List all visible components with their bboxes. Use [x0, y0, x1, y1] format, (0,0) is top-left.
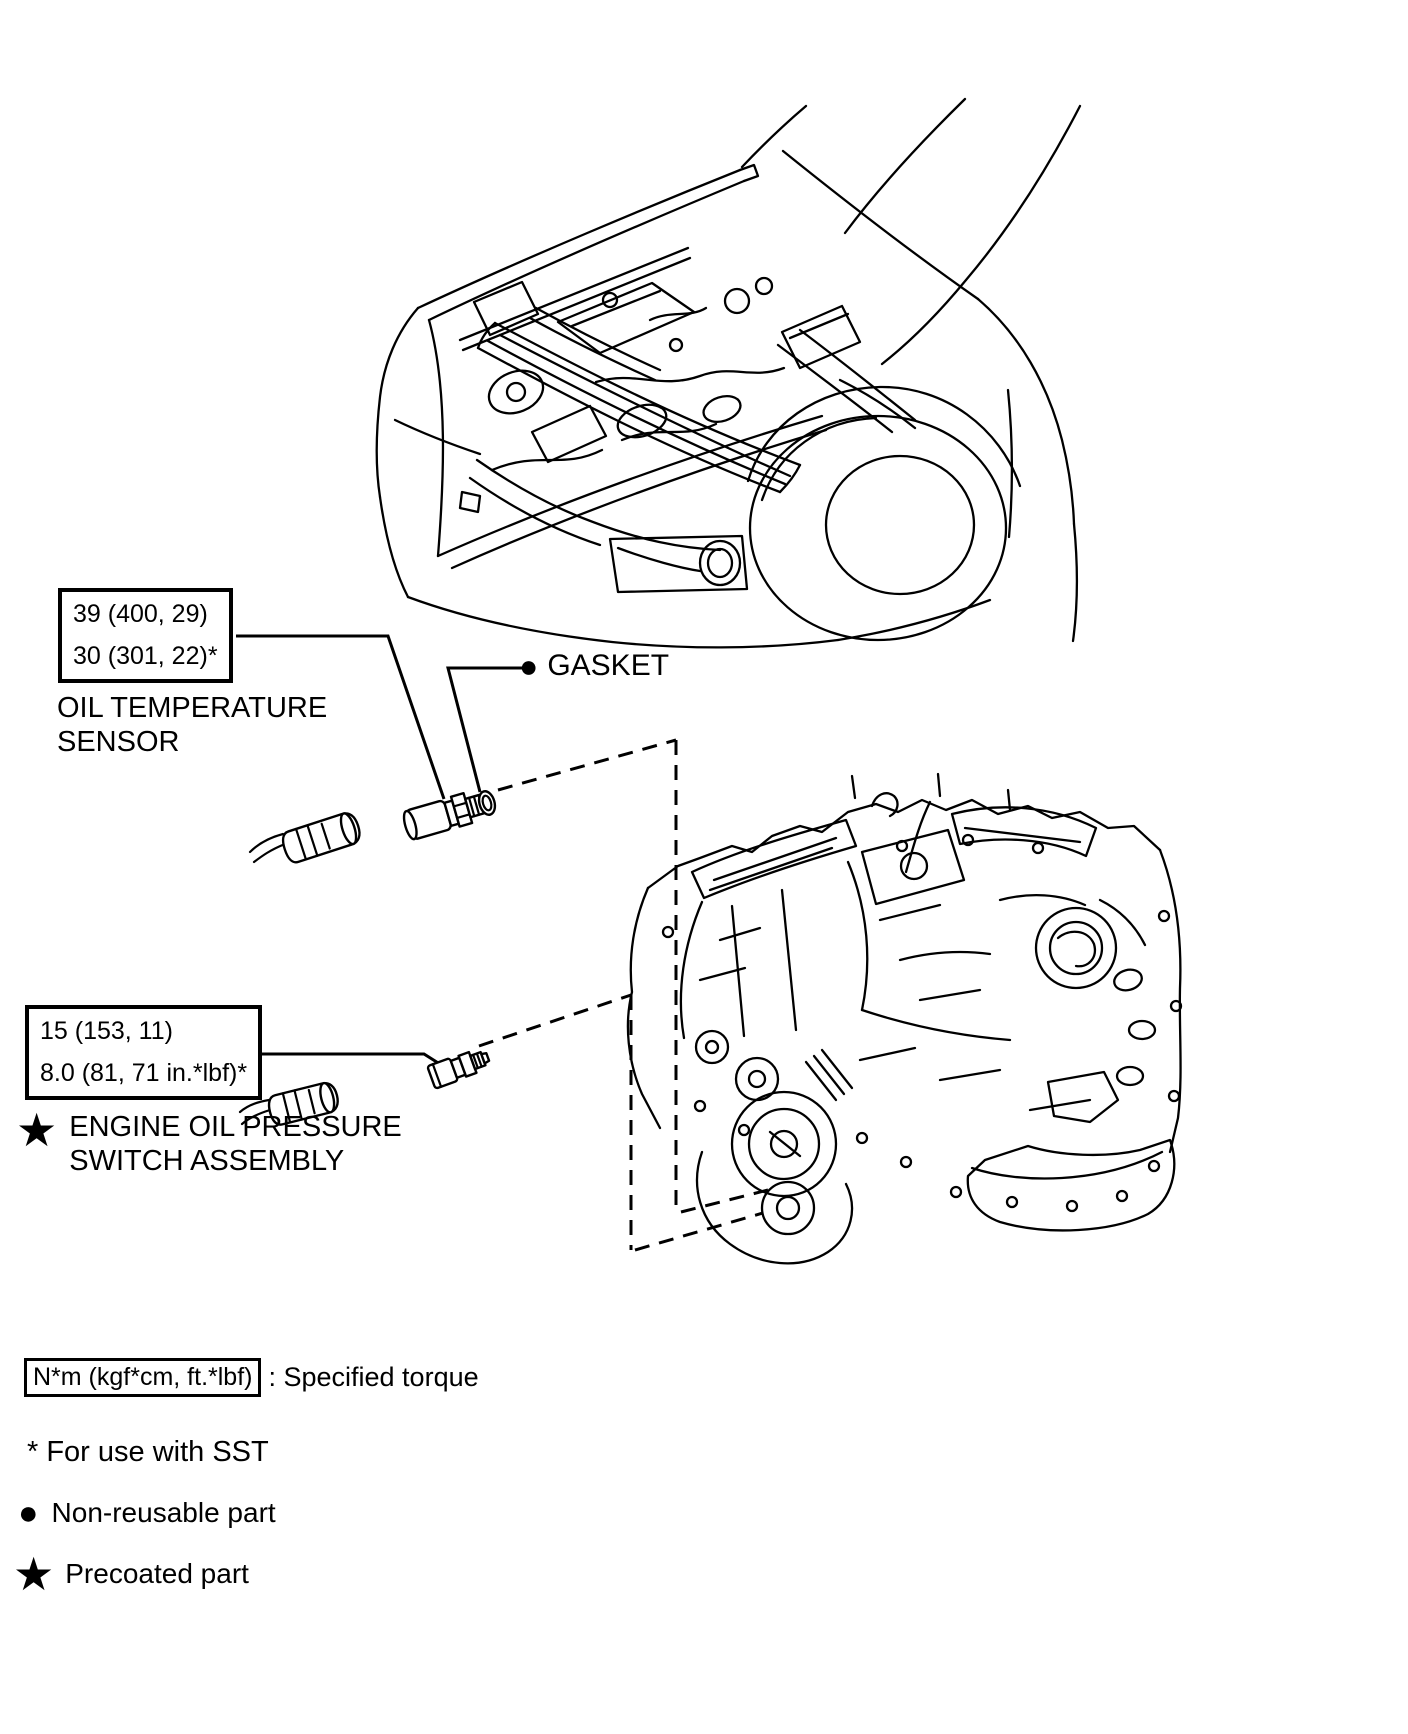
legend-non-reusable	[18, 1496, 276, 1530]
gasket-label-text: GASKET	[547, 649, 670, 682]
sst-note-text: * For use with SST	[27, 1436, 269, 1468]
dashed-leader-lines	[479, 740, 768, 1250]
oil-temp-connector-drawing	[250, 810, 363, 864]
car-drawing	[377, 99, 1080, 647]
torque-spec-box-oil-pressure-switch	[25, 1005, 262, 1100]
torque-value-primary: 15 (153, 11)	[40, 1017, 173, 1045]
leader-gasket	[448, 668, 527, 792]
precoated-marker-icon: ★	[16, 1104, 58, 1156]
legend-precoated	[13, 1548, 249, 1600]
precoated-label: Precoated part	[65, 1558, 249, 1589]
oil-pressure-switch-label	[16, 1104, 402, 1178]
non-reusable-marker-icon: ●	[519, 648, 539, 684]
leader-pressure-torque	[258, 1054, 443, 1066]
pressure-switch-drawing	[427, 1046, 492, 1089]
oil-pressure-switch-label-line1: ENGINE OIL PRESSURE	[69, 1111, 402, 1143]
legend-sst-note	[27, 1436, 269, 1469]
gasket-label	[519, 649, 669, 683]
oil-temp-sensor-label-line2: SENSOR	[57, 726, 180, 758]
engine-drawing	[628, 774, 1181, 1263]
torque-unit-description: : Specified torque	[268, 1362, 479, 1392]
oil-pressure-switch-label-line2: SWITCH ASSEMBLY	[69, 1145, 345, 1177]
torque-value-sst: 8.0 (81, 71 in.*lbf)*	[40, 1059, 248, 1088]
oil-temp-sensor-drawing	[401, 788, 491, 841]
oil-temp-sensor-label	[57, 691, 327, 759]
torque-spec-box-oil-temp-sensor	[58, 588, 233, 683]
non-reusable-label: Non-reusable part	[51, 1497, 276, 1528]
torque-value-primary: 39 (400, 29)	[73, 600, 208, 628]
oil-pressure-switch-label-text	[69, 1110, 402, 1178]
engine-bay-detail	[460, 248, 915, 470]
non-reusable-marker-icon: ●	[18, 1494, 39, 1532]
torque-unit-box: N*m (kgf*cm, ft.*lbf)	[24, 1358, 261, 1397]
oil-temp-sensor-label-line1: OIL TEMPERATURE	[57, 692, 328, 724]
precoated-marker-icon: ★	[13, 1548, 55, 1600]
legend-torque-note	[24, 1358, 479, 1397]
torque-value-sst: 30 (301, 22)*	[73, 642, 218, 671]
